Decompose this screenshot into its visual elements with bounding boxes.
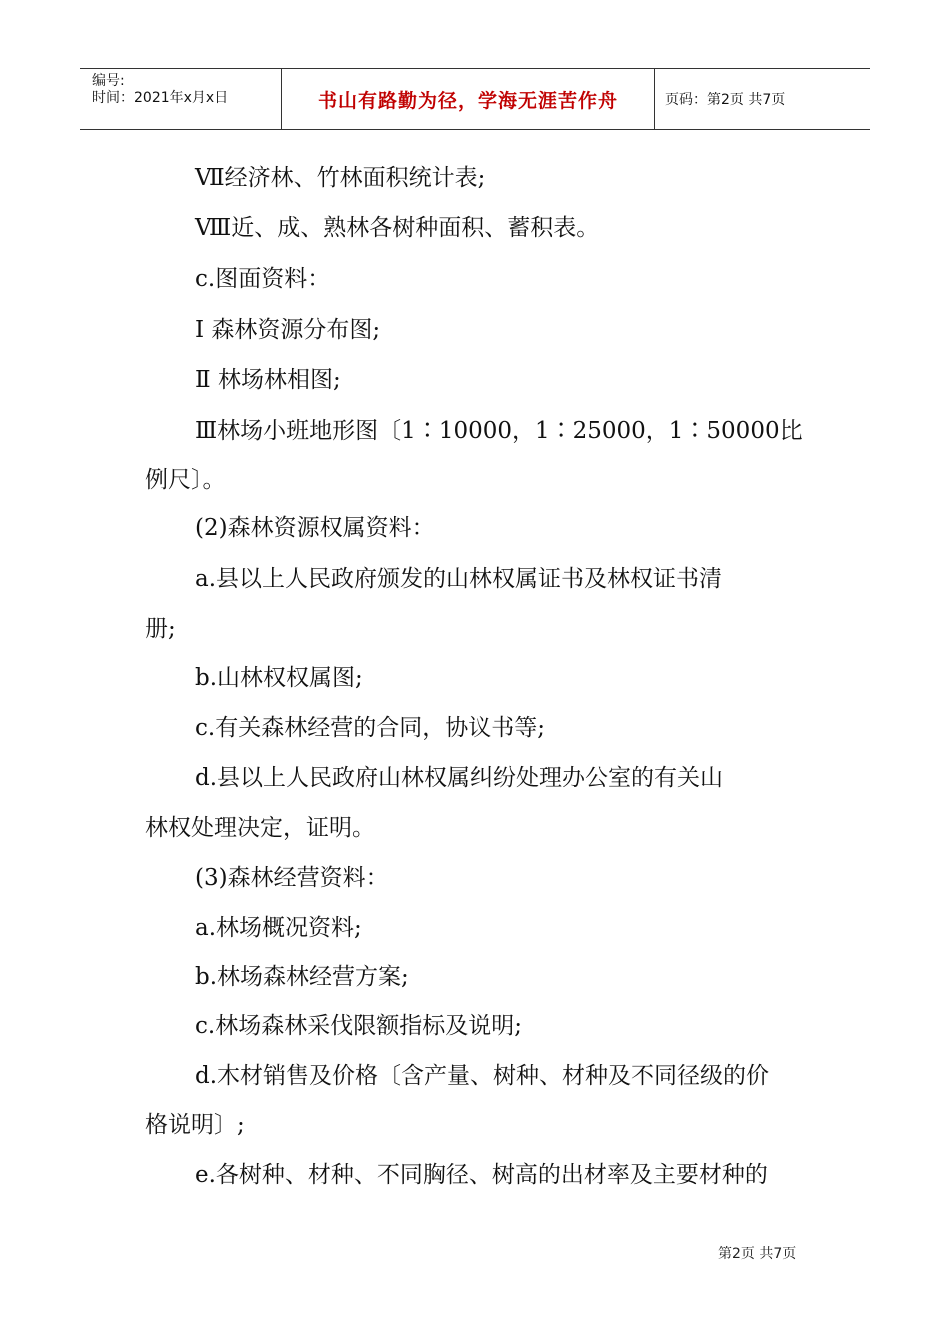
body-line: Ⅲ林场小班地形图〔1∶10000，1∶25000，1∶50000比 (195, 418, 803, 444)
header-page-number: 页码：第2页 共7页 (665, 92, 786, 108)
body-line: Ⅱ 林场林相图; (195, 367, 341, 393)
body-line: e.各树种、材种、不同胸径、树高的出材率及主要材种的 (195, 1162, 768, 1188)
body-line: Ⅷ近、成、熟林各树种面积、蓄积表。 (195, 215, 600, 241)
body-line: 格说明〕; (145, 1112, 245, 1138)
body-line: b.林场森林经营方案; (195, 964, 409, 990)
document-number-label: 编号: (92, 73, 125, 89)
body-line: c.林场森林采伐限额指标及说明; (195, 1013, 522, 1039)
document-time-label: 时间：2021年x月x日 (92, 90, 229, 106)
body-line: b.山林权权属图; (195, 665, 363, 691)
page-footer: 第2页 共7页 (718, 1246, 797, 1262)
body-line: d.木材销售及价格〔含产量、树种、材种及不同径级的价 (195, 1063, 770, 1089)
body-line: 册; (145, 616, 176, 642)
body-line: Ⅶ经济林、竹林面积统计表; (195, 165, 486, 191)
body-line: (2)森林资源权属资料： (195, 515, 435, 541)
header-meta (80, 69, 280, 129)
body-line: c.有关森林经营的合同，协议书等; (195, 715, 545, 741)
body-line: d.县以上人民政府山林权属纠纷处理办公室的有关山 (195, 765, 724, 791)
page-header (80, 68, 870, 130)
body-line: Ⅰ 森林资源分布图; (195, 317, 381, 343)
body-line: a.林场概况资料; (195, 915, 362, 941)
body-line: 例尺〕。 (145, 467, 226, 493)
body-line: a.县以上人民政府颁发的山林权属证书及林权证书清 (195, 566, 723, 592)
body-line: (3)森林经营资料： (195, 865, 389, 891)
header-motto: 书山有路勤为径，学海无涯苦作舟 (317, 89, 618, 112)
body-line: 林权处理决定，证明。 (145, 815, 375, 841)
body-line: c.图面资料： (195, 266, 331, 292)
